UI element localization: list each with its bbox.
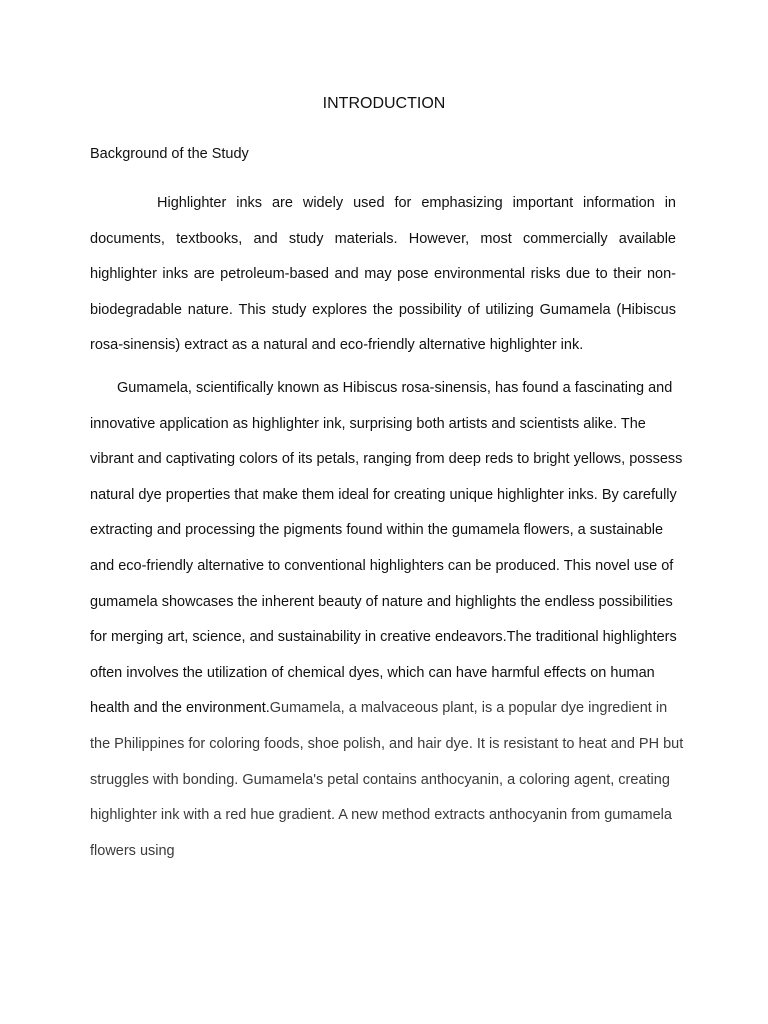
paragraph-2	[90, 371, 690, 869]
paragraph-1: Highlighter inks are widely used for emphasizing important information in documents, textbooks, and study materials. However, most commercially available highlighter inks are petroleum-based and may pose environmental risks due to their non-biodegradable nature. This study explores the possibility of utilizing Gumamela (Hibiscus rosa-sinensis) extract as a natural and eco-friendly alternative highlighter ink.	[90, 195, 676, 354]
section-heading: Background of the Study	[90, 146, 249, 162]
paragraph-2-continuation: Gumamela, a malvaceous plant, is a popular dye ingredient in the Philippines for coloring foods, shoe polish, and hair dye. It is resistant to heat and PH but struggles with bonding. Gumamela's petal contains anthocyanin, a coloring agent, creating highlighter ink with a red hue gradient. A new method extracts anthocyanin from gumamela flowers using	[90, 700, 684, 859]
page-title: INTRODUCTION	[322, 95, 446, 112]
paragraph-2-text: Gumamela, scientifically known as Hibiscus rosa-sinensis, has found a fascinating and innovative application as highlighter ink, surprising both artists and scientists alike. The vibrant and captivating colors of its petals, ranging from deep reds to bright yellows, possess natural dye properties that make them ideal for creating unique highlighter inks. By carefully extracting and processing the pigments found within the gumamela flowers, a sustainable and eco-friendly alternative to conventional highlighters can be produced. This novel use of gumamela showcases the inherent beauty of nature and highlights the endless possibilities for merging art, science, and sustainability in creative endeavors.The traditional highlighters often involves the utilization of chemical dyes, which can have harmful effects on human health and the environment.	[90, 380, 683, 717]
